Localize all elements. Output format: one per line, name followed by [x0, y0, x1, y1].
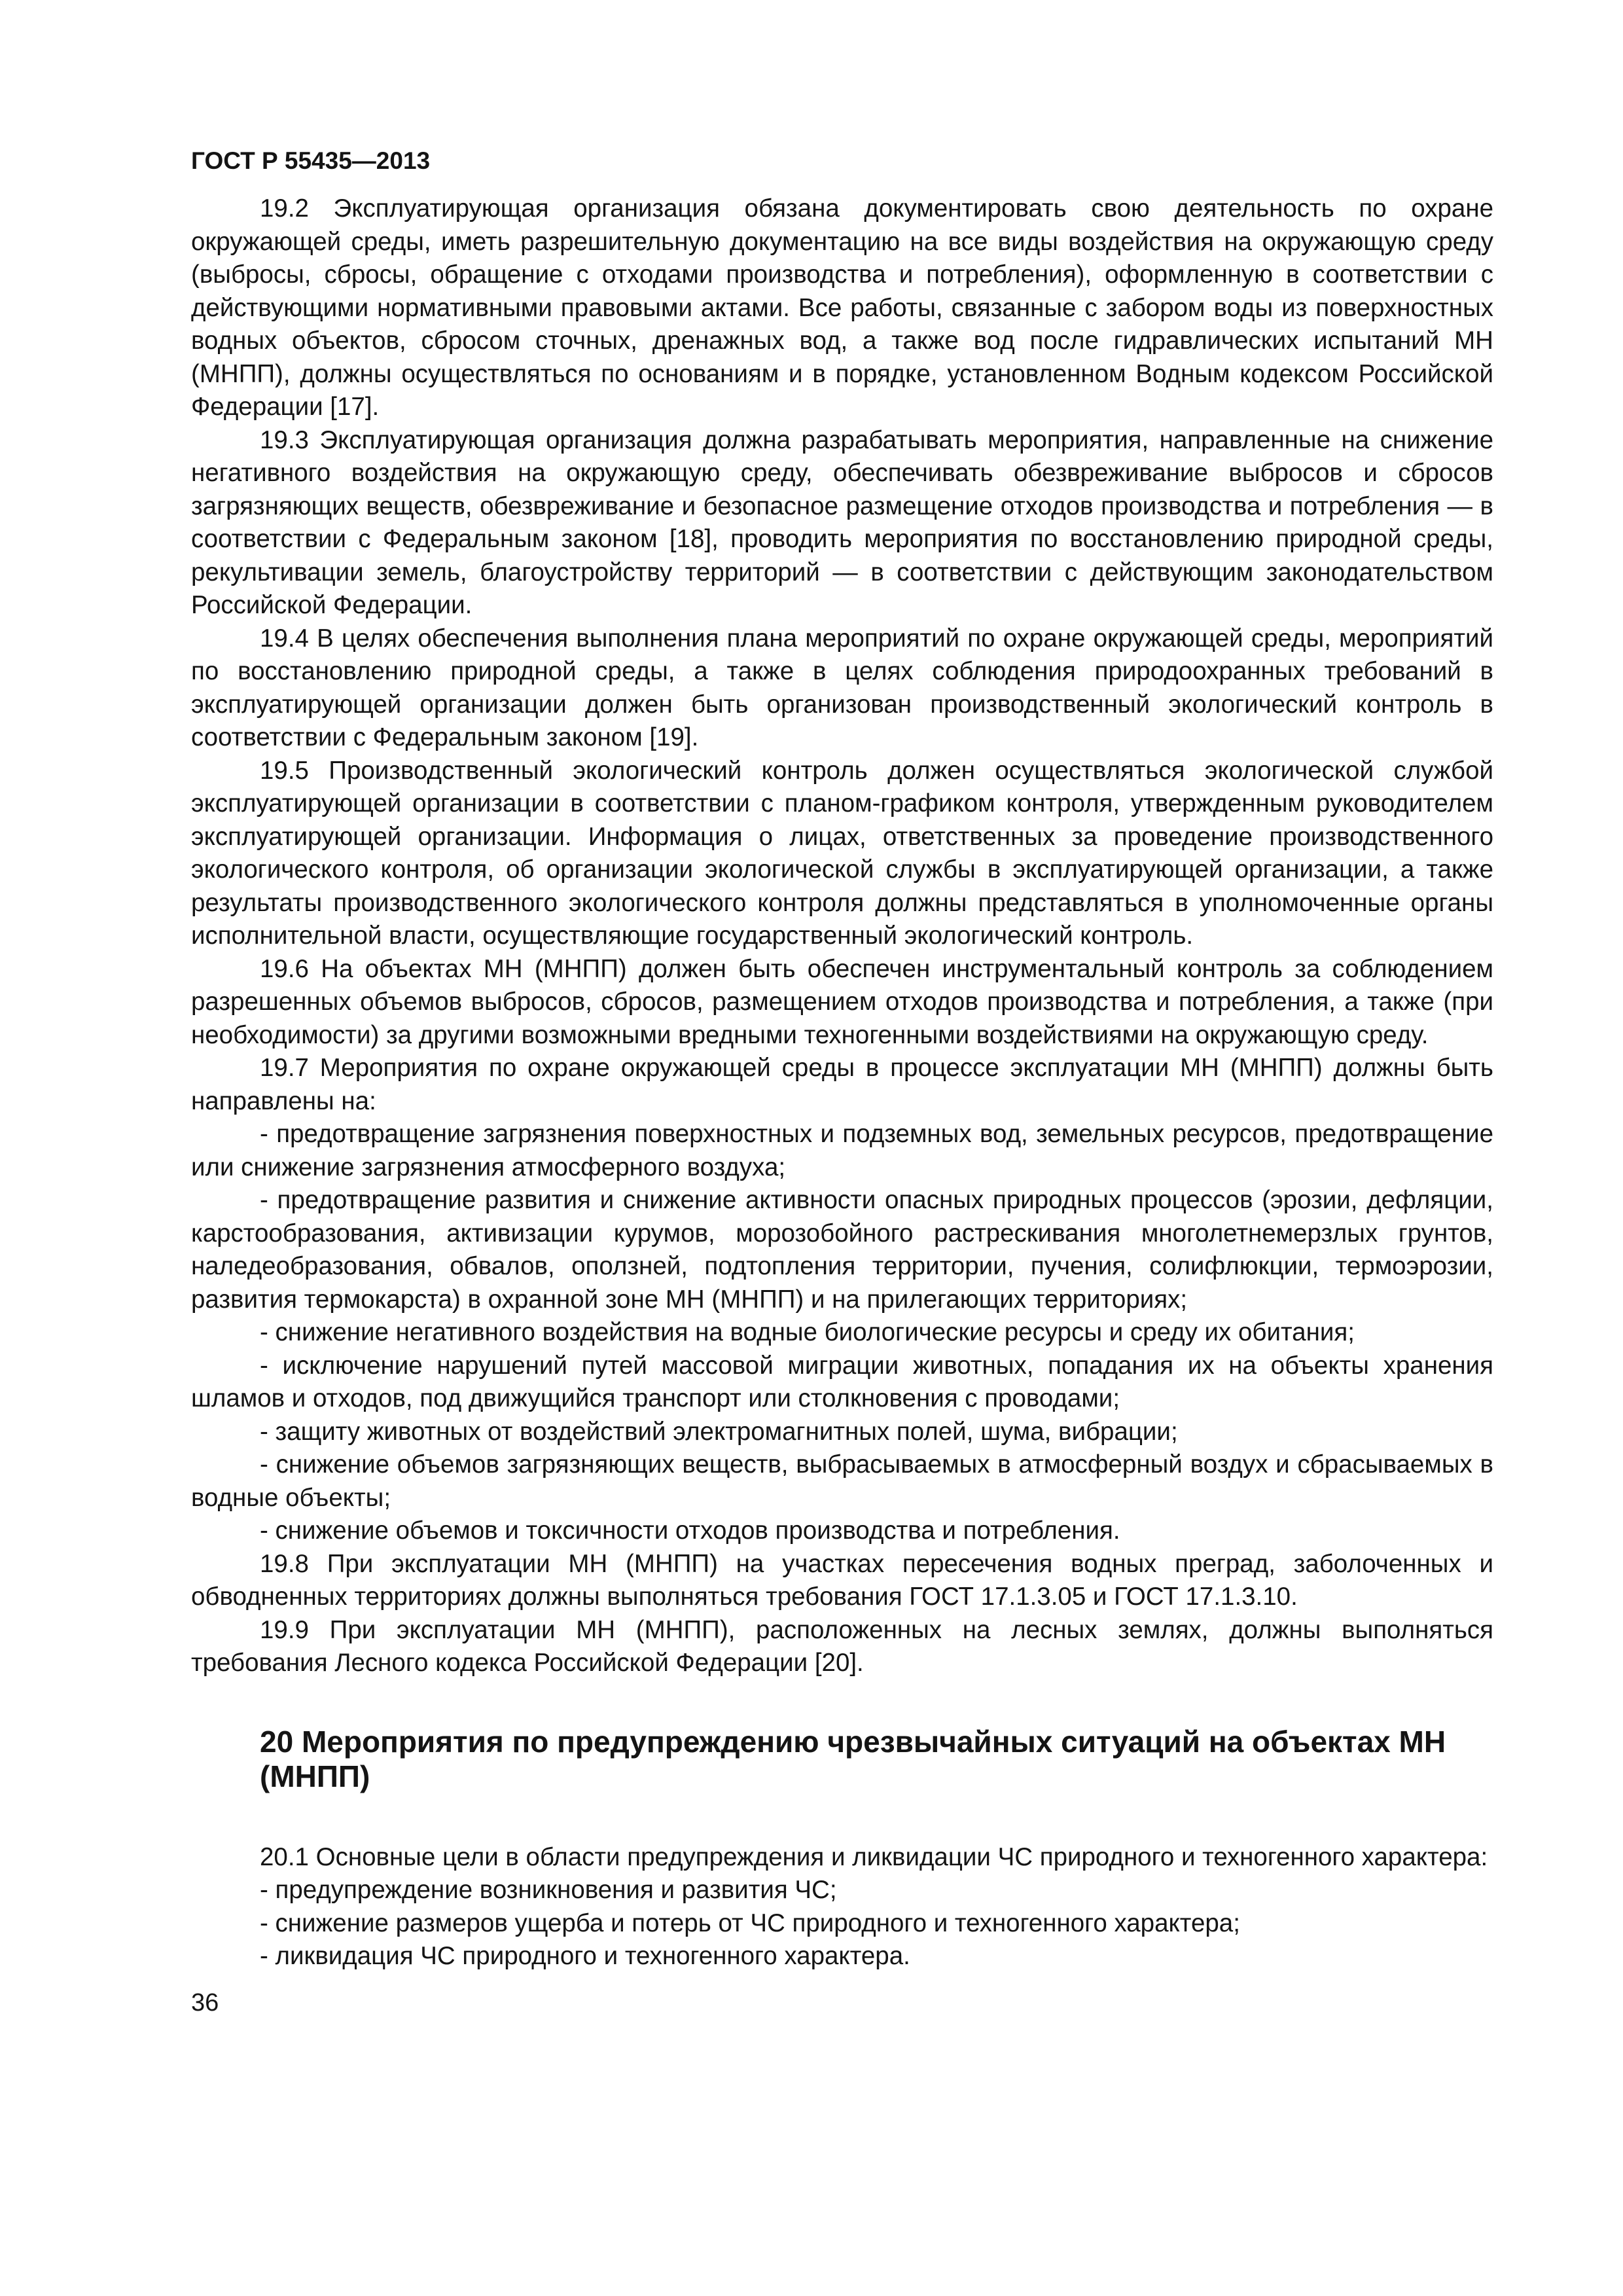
list-item: - предотвращение развития и снижение активности опасных природных процессов (эрозии, дефляции, карстообразования, активизации курумов, морозобойного растрескивания многолетнемерзлых грунтов, наледеобразования, обвалов, оползней, подтопления территории, пучения, солифлюкции, термоэрозии, развития термокарста) в охранной зоне МН (МНПП) и на прилегающих территориях;	[191, 1186, 1493, 1314]
list-item: - ликвидация ЧС природного и техногенного характера.	[260, 1942, 910, 1970]
document-page	[191, 144, 1493, 2019]
section-20-body	[191, 1841, 1493, 1973]
list-item: - предотвращение загрязнения поверхностных и подземных вод, земельных ресурсов, предотвращение или снижение загрязнения атмосферного воздуха;	[191, 1120, 1493, 1181]
section-19-body	[191, 192, 1493, 1680]
paragraph-19-9: 19.9 При эксплуатации МН (МНПП), расположенных на лесных землях, должны выполняться требования Лесного кодекса Российской Федерации [20].	[191, 1615, 1493, 1677]
paragraph-19-7: 19.7 Мероприятия по охране окружающей среды в процессе эксплуатации МН (МНПП) должны быть направлены на:	[191, 1054, 1493, 1115]
list-item: - исключение нарушений путей массовой миграции животных, попадания их на объекты хранения шламов и отходов, под движущийся транспорт или столкновения с проводами;	[191, 1351, 1493, 1412]
list-item: - снижение объемов загрязняющих веществ, выбрасываемых в атмосферный воздух и сбрасываемых в водные объекты;	[191, 1450, 1493, 1512]
list-item: - предупреждение возникновения и развития ЧС;	[260, 1876, 837, 1904]
section-20-title: 20 Мероприятия по предупреждению чрезвычайных ситуаций на объектах МН (МНПП)	[260, 1724, 1446, 1793]
paragraph-19-2: 19.2 Эксплуатирующая организация обязана документировать свою деятельность по охране окружающей среды, иметь разрешительную документацию на все виды воздействия на окружающую среду (выбросы, сбросы, обращение с отходами производства и потребления), оформленную в соответствии с действующими нормативными правовыми актами. Все работы, связанные с забором воды из поверхностных водных объектов, сбросом сточных, дренажных вод, а также вод после гидравлических испытаний МН (МНПП), должны осуществляться по основаниям и в порядке, установленном Водным кодексом Российской Федерации [17].	[191, 194, 1493, 421]
list-item: - снижение размеров ущерба и потерь от ЧС природного и техногенного характера;	[260, 1909, 1240, 1937]
list-item: - снижение объемов и токсичности отходов производства и потребления.	[260, 1516, 1120, 1545]
paragraph-19-3: 19.3 Эксплуатирующая организация должна разрабатывать мероприятия, направленные на снижение негативного воздействия на окружающую среду, обеспечивать обезвреживание выбросов и сбросов загрязняющих веществ, обезвреживание и безопасное размещение отходов производства и потребления — в соответствии с Федеральным законом [18], проводить мероприятия по восстановлению природной среды, рекультивации земель, благоустройству территорий — в соответствии с действующим законодательством Российской Федерации.	[191, 425, 1493, 619]
paragraph-19-6: 19.6 На объектах МН (МНПП) должен быть обеспечен инструментальный контроль за соблюдением разрешенных объемов выбросов, сбросов, размещением отходов производства и потребления, а также (при необходимости) за другими возможными вредными техногенными воздействиями на окружающую среду.	[191, 954, 1493, 1049]
list-item: - защиту животных от воздействий электромагнитных полей, шума, вибрации;	[260, 1417, 1178, 1446]
page-number: 36	[191, 1988, 219, 2017]
paragraph-19-5: 19.5 Производственный экологический контроль должен осуществляться экологической службой эксплуатирующей организации в соответствии с планом-графиком контроля, утвержденным руководителем эксплуатирующей организации. Информация о лицах, ответственных за проведение производственного экологического контроля, об организации экологической службы в эксплуатирующей организации, а также результаты производственного экологического контроля должны представляться в уполномоченные органы исполнительной власти, осуществляющие государственный экологический контроль.	[191, 756, 1493, 950]
list-item: - снижение негативного воздействия на водные биологические ресурсы и среду их обитания;	[260, 1318, 1355, 1346]
paragraph-19-4: 19.4 В целях обеспечения выполнения плана мероприятий по охране окружающей среды, мероприятий по восстановлению природной среды, а также в целях соблюдения природоохранных требований в эксплуатирующей организации должен быть организован производственный экологический контроль в соответствии с Федеральным законом [19].	[191, 624, 1493, 751]
paragraph-20-1: 20.1 Основные цели в области предупреждения и ликвидации ЧС природного и техногенного характера:	[260, 1842, 1488, 1871]
document-header: ГОСТ Р 55435—2013	[191, 147, 431, 174]
paragraph-19-8: 19.8 При эксплуатации МН (МНПП) на участках пересечения водных преград, заболоченных и обводненных территориях должны выполняться требования ГОСТ 17.1.3.05 и ГОСТ 17.1.3.10.	[191, 1549, 1493, 1611]
